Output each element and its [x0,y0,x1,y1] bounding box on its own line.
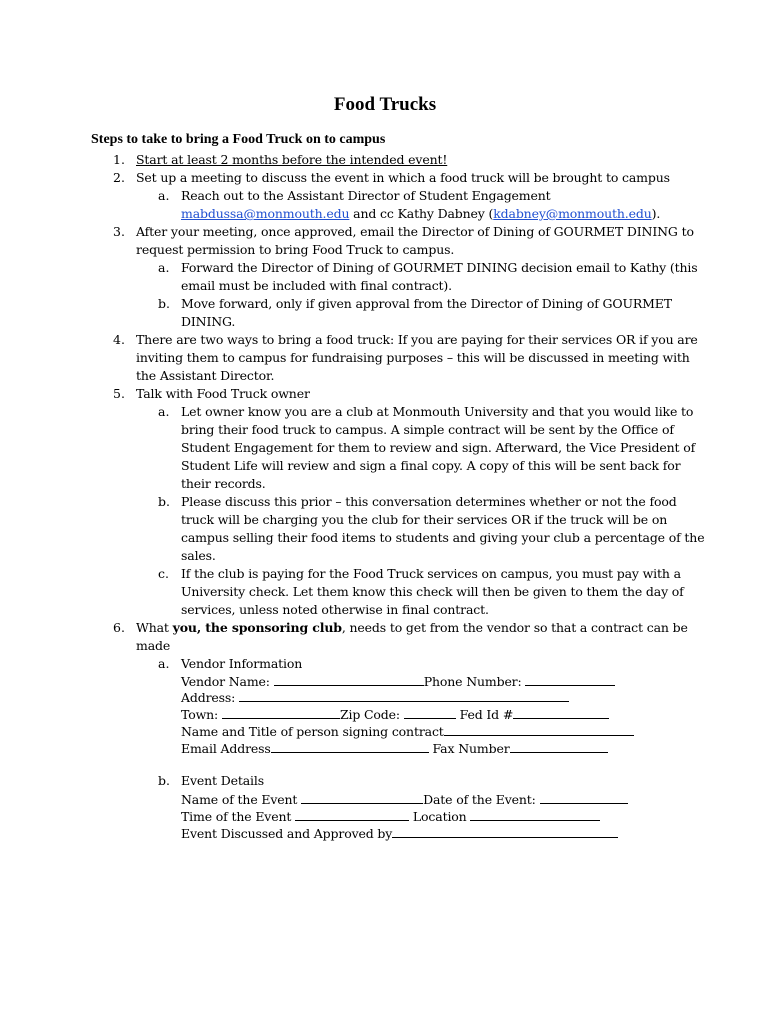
vendor-name-field[interactable] [274,674,424,686]
event-time-row [181,808,600,826]
email-link-kdabney[interactable]: kdabney@monmouth.edu [493,206,652,221]
address-field[interactable] [239,690,569,702]
event-time-field[interactable] [295,809,409,821]
contact-field[interactable] [444,724,634,736]
step-6-post: , needs to get from the vendor so that a contract can be [341,620,688,635]
phone-field[interactable] [525,674,615,686]
event-date-field[interactable] [540,792,628,804]
step-4-text: There are two ways to bring a food truck: If you are paying for their services OR if you are [136,332,698,347]
list-number: 1. [113,152,125,167]
step-3a-text: Forward the Director of Dining of GOURMET DINING decision email to Kathy (this [181,260,698,275]
list-number: 6. [113,620,125,635]
town-field[interactable] [222,707,340,719]
section-heading: Steps to take to bring a Food Truck on to campus [91,132,386,147]
list-letter: b. [158,773,170,788]
step-5c-text: services, unless noted otherwise in final contract. [181,602,489,617]
list-letter: a. [158,188,170,203]
step-6-text [136,619,688,637]
list-letter: a. [158,404,170,419]
email-link-mabdussa[interactable]: mabdussa@monmouth.edu [181,206,350,221]
list-letter: a. [158,656,170,671]
step-5c-text: University check. Let them know this check will then be given to them the day of [181,584,684,599]
location-field[interactable] [470,809,600,821]
approved-row [181,825,618,843]
vendor-name-label: Vendor Name: [181,674,274,689]
town-row [181,706,609,724]
step-1-text: Start at least 2 months before the intended event! [136,152,448,167]
step-5b-text: Please discuss this prior – this conversation determines whether or not the food [181,494,677,509]
event-name-row [181,791,628,809]
list-number: 4. [113,332,125,347]
email-row [181,740,608,758]
zip-label: Zip Code: [339,707,404,722]
step-4-text: inviting them to campus for fundraising purposes – this will be discussed in meeting with [136,350,690,365]
step-3b-text: DINING. [181,314,236,329]
zip-field[interactable] [404,707,456,719]
step-3-text: request permission to bring Food Truck to campus. [136,242,455,257]
step-5a-text: bring their food truck to campus. A simple contract will be sent by the Office of [181,422,674,437]
event-time-label: Time of the Event [181,809,296,824]
step-5c-text: If the club is paying for the Food Truck services on campus, you must pay with a [181,566,681,581]
step-3a-text: email must be included with final contract). [181,278,452,293]
event-details-heading: Event Details [181,773,264,788]
step-5b-text: truck will be charging you the club for their services OR if the truck will be on [181,512,668,527]
step-5-text: Talk with Food Truck owner [136,386,310,401]
step-2a-text: Reach out to the Assistant Director of Student Engagement [181,188,551,203]
step-5b-text: campus selling their food items to students and giving your club a percentage of the [181,530,705,545]
event-name-field[interactable] [301,792,423,804]
list-number: 5. [113,386,125,401]
approved-field[interactable] [392,826,618,838]
address-row [181,689,569,707]
town-label: Town: [181,707,222,722]
step-2-text: Set up a meeting to discuss the event in which a food truck will be brought to campus [136,170,670,185]
step-5a-text: their records. [181,476,266,491]
list-letter: b. [158,494,170,509]
list-letter: b. [158,296,170,311]
step-6-text: made [136,638,171,653]
step-6-pre: What [136,620,173,635]
step-3b-text: Move forward, only if given approval from the Director of Dining of GOURMET [181,296,672,311]
step-5a-text: Student Engagement for them to review and sign. Afterward, the Vice President of [181,440,696,455]
step-3-text: After your meeting, once approved, email the Director of Dining of GOURMET DINING to [136,224,694,239]
step-6-bold: you, the sponsoring club [172,620,342,635]
contact-row [181,723,634,741]
address-label: Address: [181,690,240,705]
vendor-info-heading: Vendor Information [181,656,303,671]
location-label: Location [409,809,471,824]
event-name-label: Name of the Event [181,792,302,807]
phone-label: Phone Number: [423,674,526,689]
fax-field[interactable] [510,741,608,753]
list-number: 2. [113,170,125,185]
email-label: Email Address [181,741,271,756]
step-2a-end: ). [651,206,661,221]
email-field[interactable] [271,741,429,753]
contact-label: Name and Title of person signing contract [181,724,444,739]
step-4-text: the Assistant Director. [136,368,275,383]
list-number: 3. [113,224,125,239]
fed-id-field[interactable] [513,707,609,719]
step-2a-mid: and cc Kathy Dabney ( [349,206,494,221]
step-5b-text: sales. [181,548,216,563]
fed-id-label: Fed Id # [455,707,514,722]
step-2a-contacts [181,205,660,223]
fax-label: Fax Number [428,741,510,756]
event-date-label: Date of the Event: [423,792,540,807]
list-letter: a. [158,260,170,275]
step-5a-text: Student Life will review and sign a final copy. A copy of this will be sent back for [181,458,681,473]
list-letter: c. [158,566,169,581]
step-5a-text: Let owner know you are a club at Monmouth University and that you would like to [181,404,694,419]
approved-label: Event Discussed and Approved by [181,826,393,841]
document-title: Food Trucks [333,94,437,115]
